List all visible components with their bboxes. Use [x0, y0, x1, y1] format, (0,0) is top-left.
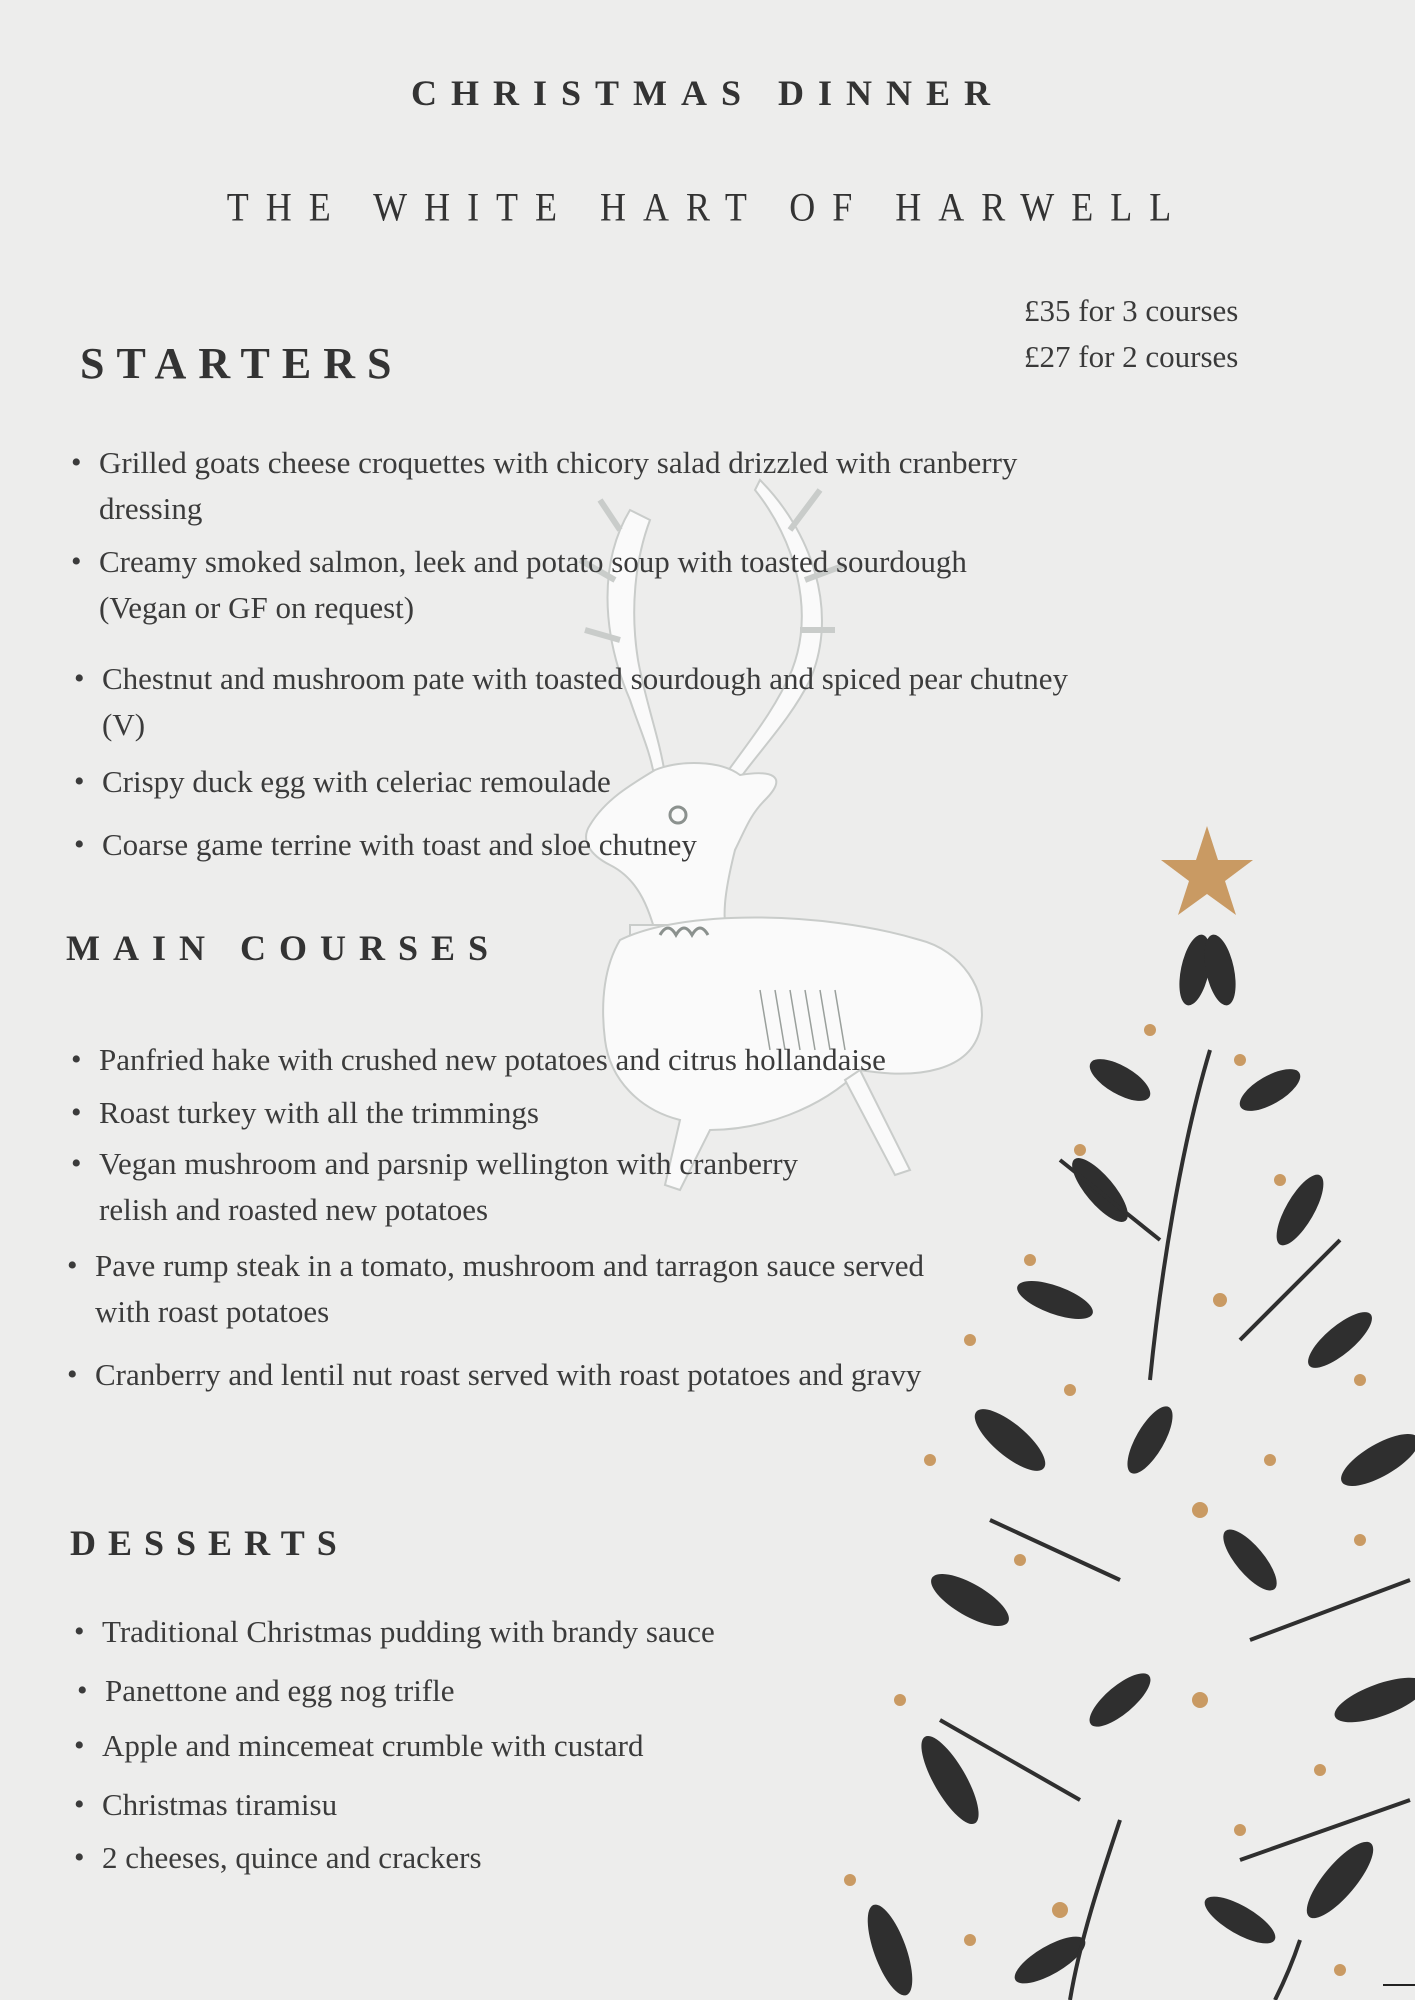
list-item: • Cranberry and lentil nut roast served with roast potatoes and gravy: [95, 1352, 995, 1398]
menu-title: CHRISTMAS DINNER: [410, 73, 1005, 113]
bullet-icon: •: [74, 662, 85, 695]
list-item: • Grilled goats cheese croquettes with chicory salad drizzled with cranberry dressing: [99, 440, 1019, 532]
price-list: [1024, 288, 1238, 380]
bullet-icon: •: [67, 1358, 78, 1391]
bullet-icon: •: [74, 1788, 85, 1821]
corner-mark: [1383, 1984, 1415, 1986]
bullet-icon: •: [74, 1841, 85, 1874]
list-item: • Panfried hake with crushed new potatoes and citrus hollandaise: [99, 1037, 1099, 1083]
venue-name: THE WHITE HART OF HARWELL: [226, 184, 1189, 230]
list-item: • Crispy duck egg with celeriac remoulade: [102, 759, 1002, 805]
list-item: • Chestnut and mushroom pate with toasted sourdough and spiced pear chutney (V): [102, 656, 1102, 748]
bullet-icon: •: [71, 1096, 82, 1129]
desserts-heading: DESSERTS: [70, 1523, 349, 1563]
bullet-icon: •: [71, 1147, 82, 1180]
star-icon: [1161, 826, 1253, 915]
list-item: • Pave rump steak in a tomato, mushroom and tarragon sauce served with roast potatoes: [95, 1243, 975, 1335]
bullet-icon: •: [67, 1249, 78, 1282]
bullet-icon: •: [74, 1729, 85, 1762]
list-item: • Christmas tiramisu: [102, 1782, 1002, 1828]
bullet-icon: •: [74, 828, 85, 861]
bullet-icon: •: [74, 1615, 85, 1648]
main-courses-heading: MAIN COURSES: [66, 928, 502, 968]
price-two-courses: £27 for 2 courses: [1024, 339, 1239, 374]
starters-heading: STARTERS: [80, 339, 404, 388]
bullet-icon: •: [71, 545, 82, 578]
bullet-icon: •: [77, 1674, 88, 1707]
list-item: • Creamy smoked salmon, leek and potato soup with toasted sourdough (Vegan or GF on request): [99, 539, 979, 631]
list-item: • 2 cheeses, quince and crackers: [102, 1835, 1002, 1881]
price-three-courses: £35 for 3 courses: [1024, 293, 1239, 328]
bullet-icon: •: [71, 1043, 82, 1076]
list-item: • Vegan mushroom and parsnip wellington with cranberry relish and roasted new potatoes: [99, 1141, 819, 1233]
list-item: • Traditional Christmas pudding with brandy sauce: [102, 1609, 1002, 1655]
list-item: • Coarse game terrine with toast and sloe chutney: [102, 822, 1002, 868]
bullet-icon: •: [74, 765, 85, 798]
list-item: • Roast turkey with all the trimmings: [99, 1090, 999, 1136]
list-item: • Apple and mincemeat crumble with custard: [102, 1723, 1002, 1769]
list-item: • Panettone and egg nog trifle: [105, 1668, 1005, 1714]
bullet-icon: •: [71, 446, 82, 479]
